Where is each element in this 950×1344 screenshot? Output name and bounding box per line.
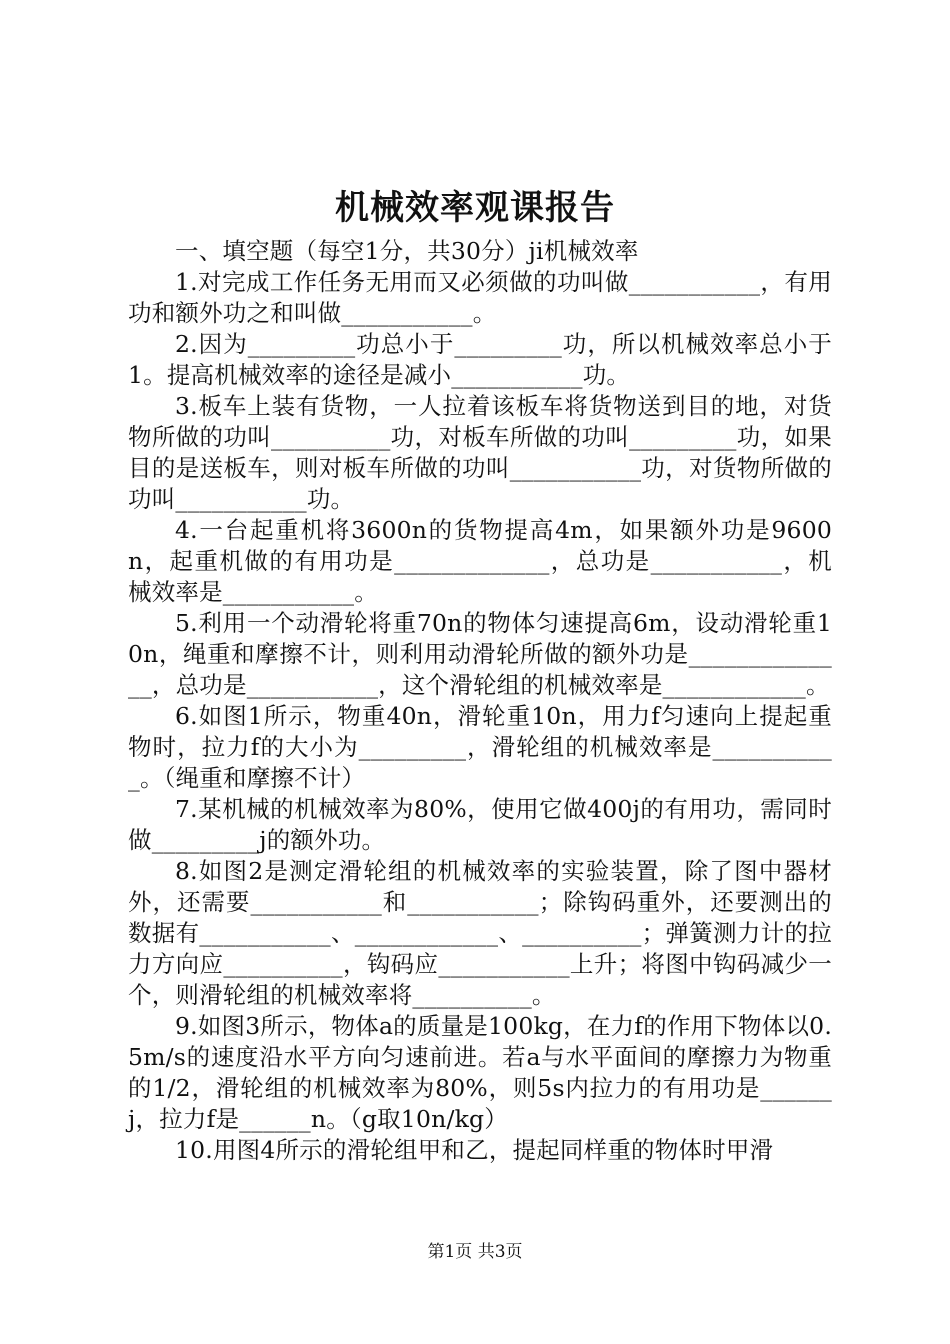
question-5: 5.利用一个动滑轮将重70n的物体匀速提高6m，设动滑轮重10n，绳重和摩擦不计，则利用动滑轮所做的额外功是______________，总功是___________，这个滑轮组的机械效率是____________。 (128, 609, 832, 699)
document-body (128, 236, 832, 1166)
section-heading: 一、填空题（每空1分，共30分）ji机械效率 (175, 237, 639, 265)
document-title: 机械效率观课报告 (335, 188, 615, 228)
question-8: 8.如图2是测定滑轮组的机械效率的实验装置，除了图中器材外，还需要___________和___________；除钩码重外，还要测出的数据有___________、____________、__________；弹簧测力计的拉力方向应__________，钩码应___________上升；将图中钩码减少一个，则滑轮组的机械效率将__________。 (128, 857, 832, 1009)
question-1: 1.对完成工作任务无用而又必须做的功叫做___________，有用功和额外功之和叫做___________。 (128, 268, 832, 327)
question-6: 6.如图1所示，物重40n，滑轮重10n，用力f匀速向上提起重物时，拉力f的大小为_________，滑轮组的机械效率是___________。（绳重和摩擦不计） (128, 702, 832, 792)
question-4: 4.一台起重机将3600n的货物提高4m，如果额外功是9600n，起重机做的有用功是_____________，总功是___________，机械效率是___________。 (128, 516, 832, 606)
question-10: 10.用图4所示的滑轮组甲和乙，提起同样重的物体时甲滑 (175, 1136, 774, 1164)
question-9: 9.如图3所示，物体a的质量是100kg，在力f的作用下物体以0.5m/s的速度沿水平方向匀速前进。若a与水平面间的摩擦力为物重的1/2，滑轮组的机械效率为80%，则5s内拉力的有用功是______j，拉力f是______n。（g取10n/kg） (128, 1012, 832, 1133)
page-number-footer: 第1页 共3页 (427, 1242, 523, 1262)
question-7: 7.某机械的机械效率为80%，使用它做400j的有用功，需同时做_________j的额外功。 (128, 795, 832, 854)
question-3: 3.板车上装有货物，一人拉着该板车将货物送到目的地，对货物所做的功叫__________功，对板车所做的功叫_________功，如果目的是送板车，则对板车所做的功叫___________功，对货物所做的功叫___________功。 (128, 392, 832, 513)
question-2: 2.因为_________功总小于_________功，所以机械效率总小于1。提高机械效率的途径是减小___________功。 (128, 330, 832, 389)
